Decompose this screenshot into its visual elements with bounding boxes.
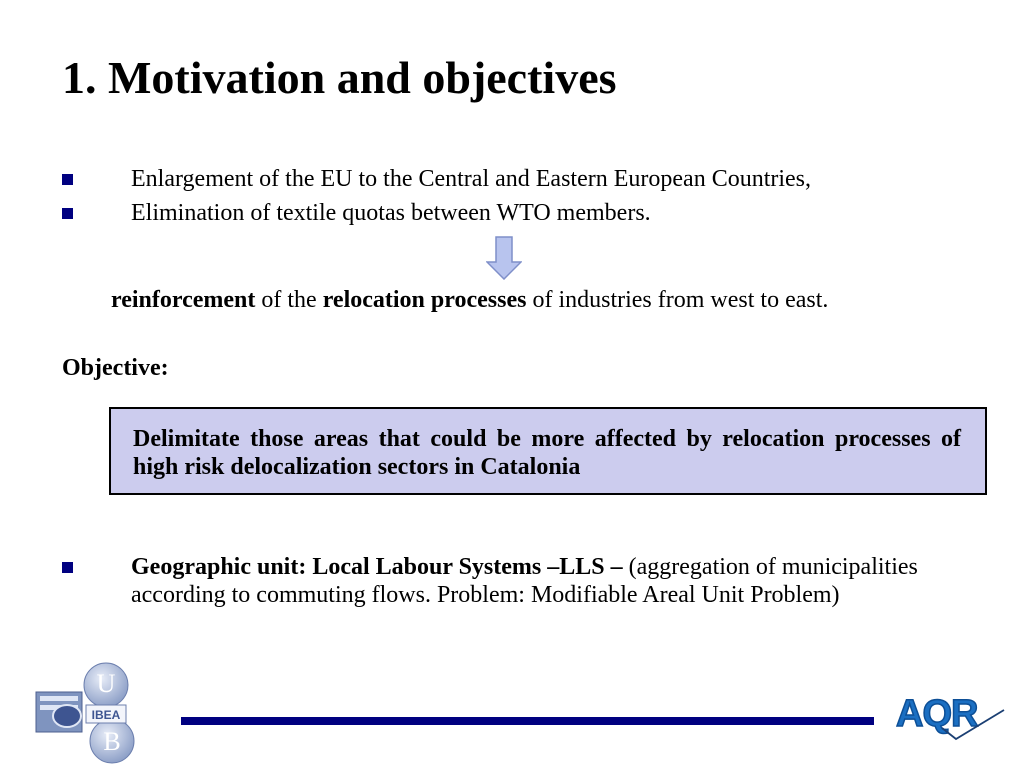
bullet-text: Elimination of textile quotas between WTO members. bbox=[131, 200, 651, 226]
conclusion-text-1: of the bbox=[255, 287, 323, 313]
conclusion-bold-1: reinforcement bbox=[111, 287, 256, 313]
objective-heading: Objective: bbox=[62, 355, 169, 381]
footer-divider bbox=[181, 717, 874, 725]
conclusion-text-2: of industries from west to east. bbox=[526, 287, 829, 313]
objective-box bbox=[109, 407, 987, 495]
aqr-text: AQR bbox=[896, 693, 978, 735]
slide-title: 1. Motivation and objectives bbox=[62, 52, 617, 103]
ub-letter-u: U bbox=[96, 669, 116, 698]
ub-letter-b: B bbox=[103, 727, 121, 756]
square-bullet-icon bbox=[62, 174, 73, 185]
objective-text: Delimitate those areas that could be more affected by relocation processes of high risk delocalization sectors in Catalonia bbox=[133, 426, 961, 480]
aqr-logo bbox=[896, 690, 1006, 744]
conclusion-line bbox=[111, 287, 828, 314]
geo-bullet-text bbox=[131, 553, 951, 609]
square-bullet-icon bbox=[62, 562, 73, 573]
square-bullet-icon bbox=[62, 208, 73, 219]
conclusion-bold-2: relocation processes bbox=[322, 287, 527, 313]
geo-rest-text: (aggregation of municipalities according to commuting flows. Problem: Modifiable Areal Unit Problem) bbox=[131, 554, 918, 608]
bullet-text: Enlargement of the EU to the Central and Eastern European Countries, bbox=[131, 166, 812, 192]
ibea-text: IBEA bbox=[91, 708, 121, 722]
down-arrow-icon bbox=[486, 236, 522, 280]
geo-bold-text: Geographic unit: Local Labour Systems –LLS – bbox=[131, 554, 623, 580]
ub-ibea-logo bbox=[34, 660, 154, 766]
